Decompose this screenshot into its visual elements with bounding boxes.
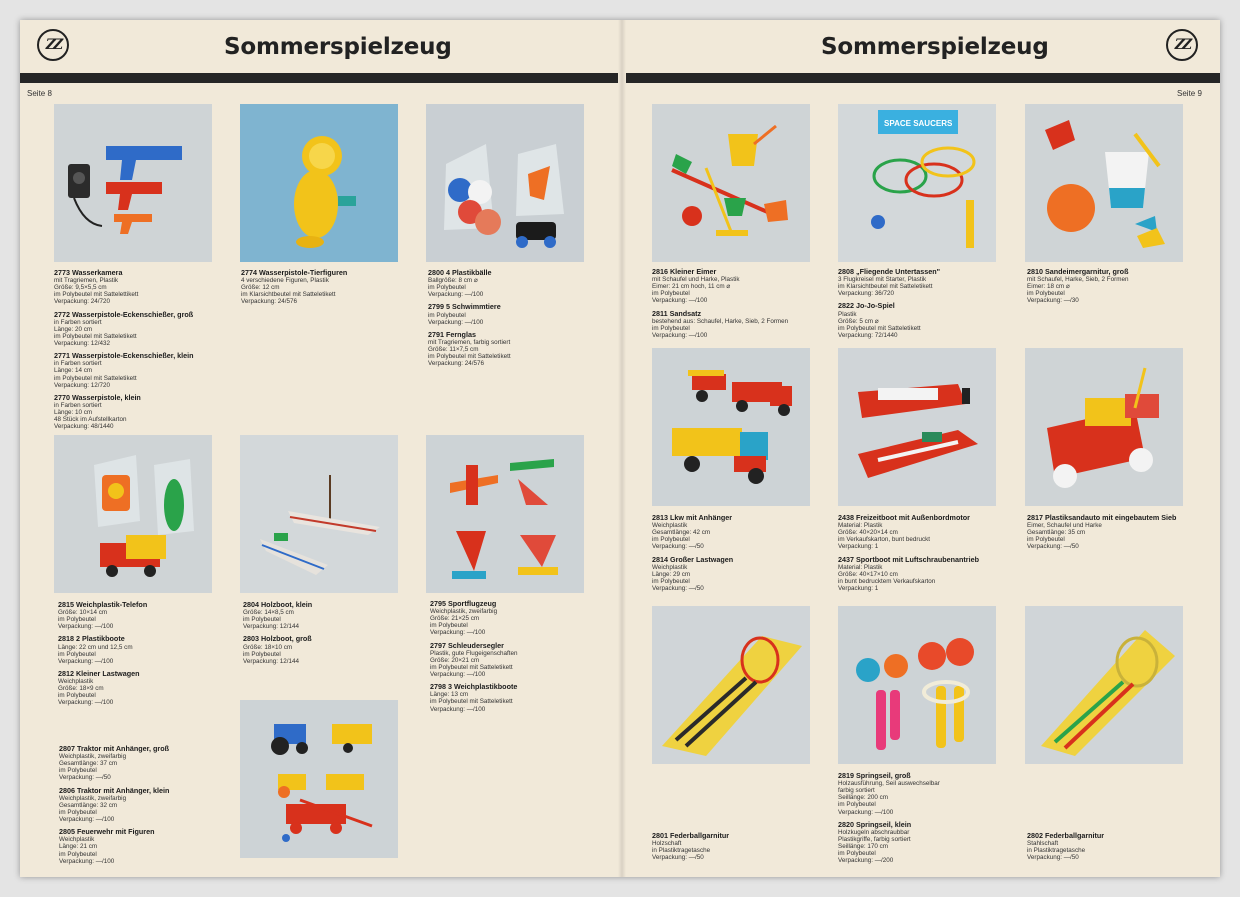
entry-detail: mit Tragriemen, Plastik bbox=[54, 277, 119, 285]
entry-detail: im Polybeutel mit Satteletikett bbox=[430, 663, 513, 671]
entry-detail: Verpackung: —/100 bbox=[58, 699, 114, 707]
entry-detail: Verpackung: 24/720 bbox=[54, 298, 111, 306]
entry-detail: im Polybeutel bbox=[243, 616, 281, 624]
entry-detail: mit Tragriemen, farbig sortiert bbox=[428, 339, 511, 347]
entry-detail: im Polybeutel bbox=[59, 850, 97, 858]
entry-detail: Verpackung: —/100 bbox=[59, 816, 115, 824]
entry-detail: Weichplastik, zweifarbig bbox=[59, 753, 127, 761]
entry-detail: Verpackung: —/50 bbox=[652, 585, 704, 593]
entry-detail: Gesamtlänge: 42 cm bbox=[652, 529, 711, 537]
entry-detail: Verpackung: 72/1440 bbox=[838, 331, 898, 339]
entry-detail: Verpackung: —/50 bbox=[652, 543, 704, 551]
entry-detail: im Polybeutel bbox=[430, 622, 468, 630]
catalog-entry bbox=[58, 635, 228, 664]
entry-detail: Größe: 18×9 cm bbox=[58, 685, 104, 693]
entry-title: 2816 Kleiner Eimer bbox=[652, 267, 717, 276]
entry-detail: Größe: 21×25 cm bbox=[430, 615, 480, 623]
entry-title: 2773 Wasserkamera bbox=[54, 268, 123, 277]
entry-title: 2798 3 Weichplastikboote bbox=[430, 682, 518, 692]
catalog-entry bbox=[59, 745, 229, 782]
entry-detail: Plastik, gute Flugeigenschaften bbox=[430, 649, 518, 657]
entry-detail: im Polybeutel bbox=[428, 311, 466, 319]
entry-detail: mit Schaufel und Harke, Plastik bbox=[652, 276, 740, 284]
caption-block bbox=[59, 745, 229, 870]
header-band-right bbox=[626, 73, 1220, 83]
entry-detail: Länge: 21 cm bbox=[59, 843, 98, 851]
page-number-left: Seite 8 bbox=[27, 89, 52, 98]
entry-detail: Länge: 22 cm und 12,5 cm bbox=[58, 643, 133, 651]
entry-detail: Verpackung: —/100 bbox=[652, 297, 708, 305]
catalog-entry bbox=[838, 268, 1008, 297]
entry-detail: Verpackung: —/100 bbox=[59, 857, 115, 865]
entry-title: 2791 Fernglas bbox=[428, 329, 476, 339]
photo-gliders-boats bbox=[426, 435, 584, 593]
entry-detail: Größe: 11×7,5 cm bbox=[428, 346, 479, 354]
space-saucers-label: SPACE SAUCERS bbox=[884, 119, 953, 128]
entry-title: 2820 Springseil, klein bbox=[838, 819, 912, 829]
entry-detail: Plastikgriffe, farbig sortiert bbox=[838, 835, 911, 843]
entry-title: 2800 4 Plastikbälle bbox=[428, 268, 492, 277]
photo-plastic-balls bbox=[426, 104, 584, 262]
photo-motor-boats bbox=[838, 348, 996, 506]
entry-detail: im Polybeutel bbox=[1027, 536, 1065, 544]
caption-block bbox=[652, 514, 822, 597]
photo-tractors-firetruck bbox=[240, 700, 398, 858]
catalog-entry bbox=[652, 832, 822, 861]
entry-detail: in Plastiktragetasche bbox=[1027, 847, 1086, 855]
entry-detail: Eimer: 21 cm hoch, 11 cm ⌀ bbox=[652, 283, 731, 291]
entry-detail: im Polybeutel bbox=[652, 536, 690, 544]
entry-detail: Verpackung: 12/432 bbox=[54, 340, 111, 348]
entry-title: 2805 Feuerwehr mit Figuren bbox=[59, 827, 155, 837]
entry-detail: 48 Stück im Aufstellkarton bbox=[54, 416, 127, 424]
caption-block bbox=[1027, 268, 1197, 310]
entry-detail: im Polybeutel bbox=[838, 850, 876, 858]
entry-detail: Gesamtlänge: 37 cm bbox=[59, 760, 118, 768]
catalog-entry bbox=[1027, 832, 1197, 861]
caption-block bbox=[652, 832, 822, 866]
catalog-entry bbox=[838, 772, 1008, 816]
entry-detail: im Klarsichtbeutel mit Satteletikett bbox=[241, 291, 336, 299]
entry-detail: Länge: 20 cm bbox=[54, 325, 93, 333]
entry-detail: Ballgröße: 8 cm ⌀ bbox=[428, 277, 478, 285]
entry-detail: Verpackung: —/100 bbox=[430, 705, 486, 713]
photo-truck-trailer bbox=[652, 348, 810, 506]
photo-water-pistols bbox=[54, 104, 212, 262]
photo-jump-ropes bbox=[838, 606, 996, 764]
entry-detail: im Polybeutel bbox=[652, 290, 690, 298]
entry-detail: im Polybeutel bbox=[652, 324, 690, 332]
caption-block bbox=[58, 601, 228, 712]
entry-title: 2770 Wasserpistole, klein bbox=[54, 392, 141, 402]
photo-flying-saucers bbox=[838, 104, 996, 262]
entry-detail: in Farben sortiert bbox=[54, 360, 102, 368]
entry-detail: im Polybeutel mit Satteletikett bbox=[428, 353, 511, 361]
catalog-spread bbox=[20, 20, 1220, 877]
entry-detail: Holzausführung, Seil auswechselbar bbox=[838, 780, 940, 788]
catalog-entry bbox=[428, 303, 598, 325]
entry-detail: Verpackung: —/50 bbox=[652, 854, 704, 862]
entry-detail: im Polybeutel bbox=[58, 650, 96, 658]
entry-detail: Verpackung: —/200 bbox=[838, 857, 894, 865]
entry-detail: Gesamtlänge: 35 cm bbox=[1027, 529, 1086, 537]
entry-detail: Verpackung: 36/720 bbox=[838, 290, 895, 298]
entry-detail: Verpackung: 48/1440 bbox=[54, 423, 114, 431]
brand-logo-left: ZZ bbox=[37, 29, 69, 61]
entry-detail: Länge: 14 cm bbox=[54, 367, 93, 375]
page-gutter bbox=[618, 20, 626, 877]
entry-detail: bestehend aus: Schaufel, Harke, Sieb, 2 Formen bbox=[652, 317, 789, 325]
catalog-entry bbox=[54, 311, 224, 348]
photo-animal-water-pistol bbox=[240, 104, 398, 262]
entry-detail: mit Schaufel, Harke, Sieb, 2 Formen bbox=[1027, 276, 1129, 284]
catalog-entry bbox=[241, 269, 411, 306]
entry-detail: im Polybeutel bbox=[59, 808, 97, 816]
entry-detail: Material: Plastik bbox=[838, 563, 883, 571]
entry-detail: Weichplastik bbox=[58, 678, 94, 686]
entry-title: 2813 Lkw mit Anhänger bbox=[652, 513, 733, 522]
entry-detail: Seillänge: 170 cm bbox=[838, 843, 889, 851]
caption-block bbox=[1027, 832, 1197, 866]
catalog-entry bbox=[838, 302, 1008, 339]
entry-title: 2811 Sandsatz bbox=[652, 308, 702, 318]
caption-block bbox=[1027, 514, 1197, 556]
entry-title: 2802 Federballgarnitur bbox=[1027, 831, 1105, 840]
entry-detail: Größe: 20×21 cm bbox=[430, 656, 480, 664]
entry-detail: im Polybeutel bbox=[59, 767, 97, 775]
entry-detail: Größe: 40×20×14 cm bbox=[838, 529, 898, 537]
catalog-entry bbox=[1027, 514, 1197, 551]
entry-detail: Eimer: 18 cm ⌀ bbox=[1027, 283, 1070, 291]
catalog-entry bbox=[430, 683, 600, 712]
entry-detail: Verpackung: —/100 bbox=[430, 671, 486, 679]
catalog-entry bbox=[243, 601, 413, 630]
caption-block bbox=[652, 268, 822, 344]
catalog-entry bbox=[838, 821, 1008, 865]
entry-title: 2806 Traktor mit Anhänger, klein bbox=[59, 785, 170, 795]
entry-detail: Plastik bbox=[838, 310, 857, 318]
entry-detail: Verpackung: —/100 bbox=[58, 657, 114, 665]
entry-detail: Größe: 10×14 cm bbox=[58, 609, 108, 617]
entry-detail: Größe: 14×8,5 cm bbox=[243, 609, 294, 617]
photo-small-bucket bbox=[652, 104, 810, 262]
entry-detail: Weichplastik bbox=[652, 522, 688, 530]
entry-detail: Größe: 18×10 cm bbox=[243, 643, 293, 651]
entry-detail: in Plastiktragetasche bbox=[652, 847, 711, 855]
entry-detail: im Verkaufskarton, bunt bedruckt bbox=[838, 536, 931, 544]
entry-title: 2812 Kleiner Lastwagen bbox=[58, 668, 140, 678]
catalog-entry bbox=[838, 514, 1008, 551]
photo-sand-bucket-set bbox=[1025, 104, 1183, 262]
catalog-entry bbox=[1027, 268, 1197, 305]
entry-detail: in Farben sortiert bbox=[54, 401, 102, 409]
entry-detail: im Polybeutel mit Satteletikett bbox=[54, 332, 137, 340]
entry-detail: Länge: 13 cm bbox=[430, 691, 469, 699]
entry-title: 2437 Sportboot mit Luftschraubenantrieb bbox=[838, 554, 979, 564]
entry-detail: im Polybeutel bbox=[652, 577, 690, 585]
entry-title: 2810 Sandeimergarnitur, groß bbox=[1027, 267, 1129, 276]
entry-title: 2808 „Fliegende Untertassen" bbox=[838, 267, 941, 276]
catalog-entry bbox=[243, 635, 413, 664]
entry-detail: Verpackung: —/100 bbox=[652, 331, 708, 339]
catalog-entry bbox=[58, 601, 228, 630]
caption-block bbox=[430, 600, 600, 718]
entry-title: 2803 Holzboot, groß bbox=[243, 634, 312, 644]
brand-logo-right: ZZ bbox=[1166, 29, 1198, 61]
photo-wooden-boats bbox=[240, 435, 398, 593]
entry-title: 2801 Federballgarnitur bbox=[652, 831, 730, 840]
catalog-entry bbox=[652, 268, 822, 305]
entry-title: 2807 Traktor mit Anhänger, groß bbox=[59, 744, 169, 753]
entry-detail: farbig sortiert bbox=[838, 787, 875, 795]
entry-detail: in Farben sortiert bbox=[54, 318, 102, 326]
catalog-entry bbox=[54, 394, 224, 431]
catalog-entry bbox=[59, 828, 229, 865]
entry-detail: Verpackung: 12/144 bbox=[243, 623, 300, 631]
entry-detail: im Polybeutel bbox=[58, 616, 96, 624]
entry-title: 2804 Holzboot, klein bbox=[243, 600, 313, 609]
entry-title: 2774 Wasserpistole-Tierfiguren bbox=[241, 268, 348, 277]
entry-detail: Länge: 29 cm bbox=[652, 570, 691, 578]
entry-title: 2822 Jo-Jo-Spiel bbox=[838, 301, 895, 311]
entry-detail: im Klarsichtbeutel mit Satteletikett bbox=[838, 283, 933, 291]
photo-sand-car bbox=[1025, 348, 1183, 506]
entry-title: 2438 Freizeitboot mit Außenbordmotor bbox=[838, 513, 970, 522]
photo-badminton-set-steel bbox=[1025, 606, 1183, 764]
entry-detail: Verpackung: —/100 bbox=[58, 623, 114, 631]
catalog-entry bbox=[430, 600, 600, 637]
entry-detail: Verpackung: 12/144 bbox=[243, 657, 300, 665]
entry-title: 2772 Wasserpistole-Eckenschießer, groß bbox=[54, 309, 194, 319]
entry-detail: Größe: 5 cm ⌀ bbox=[838, 317, 879, 325]
entry-detail: Verpackung: —/30 bbox=[1027, 297, 1079, 305]
page-title-right: Sommerspielzeug bbox=[821, 34, 1049, 60]
entry-title: 2818 2 Plastikboote bbox=[58, 634, 125, 644]
entry-detail: Verpackung: —/50 bbox=[1027, 854, 1079, 862]
entry-detail: Verpackung: —/100 bbox=[430, 629, 486, 637]
catalog-entry bbox=[652, 310, 822, 339]
catalog-entry bbox=[54, 269, 224, 306]
entry-detail: Verpackung: 1 bbox=[838, 585, 879, 593]
entry-detail: im Polybeutel mit Satteletikett bbox=[54, 374, 137, 382]
entry-detail: Material: Plastik bbox=[838, 522, 883, 530]
catalog-entry bbox=[652, 556, 822, 593]
photo-badminton-set-wood bbox=[652, 606, 810, 764]
entry-title: 2795 Sportflugzeug bbox=[430, 599, 497, 608]
photo-telephone-boats-truck bbox=[54, 435, 212, 593]
entry-detail: Verpackung: 12/720 bbox=[54, 381, 111, 389]
entry-detail: im Polybeutel mit Sattelettikett bbox=[54, 291, 139, 299]
catalog-entry bbox=[428, 331, 598, 368]
entry-detail: Gesamtlänge: 32 cm bbox=[59, 801, 118, 809]
entry-detail: Größe: 9,5×5,5 cm bbox=[54, 284, 107, 292]
entry-title: 2797 Schleudersegler bbox=[430, 640, 504, 650]
entry-detail: Seillänge: 200 cm bbox=[838, 794, 889, 802]
entry-title: 2771 Wasserpistole-Eckenschießer, klein bbox=[54, 351, 194, 361]
catalog-entry bbox=[838, 556, 1008, 593]
caption-block bbox=[243, 601, 413, 670]
entry-detail: Weichplastik bbox=[652, 563, 688, 571]
caption-block bbox=[54, 269, 224, 435]
catalog-entry bbox=[54, 352, 224, 389]
entry-detail: Verpackung: 24/576 bbox=[241, 298, 298, 306]
entry-detail: Holzkugeln abschraubbar bbox=[838, 828, 910, 836]
caption-block bbox=[838, 268, 1008, 344]
entry-detail: im Polybeutel mit Satteletikett bbox=[430, 698, 513, 706]
entry-detail: Verpackung: —/100 bbox=[838, 808, 894, 816]
entry-detail: 3 Flugkreisel mit Starter, Plastik bbox=[838, 276, 927, 284]
entry-detail: Stahlschaft bbox=[1027, 840, 1059, 848]
caption-block bbox=[241, 269, 411, 311]
entry-detail: im Polybeutel mit Satteletikett bbox=[838, 324, 921, 332]
page-title-left: Sommerspielzeug bbox=[224, 34, 452, 60]
catalog-entry bbox=[58, 670, 228, 707]
entry-detail: Eimer, Schaufel und Harke bbox=[1027, 522, 1102, 530]
entry-detail: im Polybeutel bbox=[243, 650, 281, 658]
entry-detail: Größe: 40×17×10 cm bbox=[838, 570, 898, 578]
catalog-entry bbox=[652, 514, 822, 551]
entry-title: 2817 Plastiksandauto mit eingebautem Sieb bbox=[1027, 513, 1177, 522]
entry-title: 2819 Springseil, groß bbox=[838, 771, 911, 780]
catalog-entry bbox=[59, 787, 229, 824]
catalog-entry bbox=[428, 269, 598, 298]
page-number-right: Seite 9 bbox=[1177, 89, 1202, 98]
entry-detail: Verpackung: —/50 bbox=[1027, 543, 1079, 551]
entry-detail: im Polybeutel bbox=[1027, 290, 1065, 298]
entry-detail: im Polybeutel bbox=[838, 801, 876, 809]
entry-detail: Weichplastik bbox=[59, 836, 95, 844]
entry-detail: Verpackung: —/50 bbox=[59, 774, 111, 782]
entry-detail: Verpackung: —/100 bbox=[428, 318, 484, 326]
entry-detail: Verpackung: 24/576 bbox=[428, 360, 485, 368]
caption-block bbox=[838, 772, 1008, 869]
entry-detail: Länge: 10 cm bbox=[54, 409, 93, 417]
entry-title: 2814 Großer Lastwagen bbox=[652, 554, 734, 564]
entry-detail: Holzschaft bbox=[652, 840, 682, 848]
entry-detail: Größe: 12 cm bbox=[241, 284, 280, 292]
entry-title: 2815 Weichplastik-Telefon bbox=[58, 600, 148, 609]
entry-detail: Verpackung: —/100 bbox=[428, 291, 484, 299]
entry-detail: Verpackung: 1 bbox=[838, 543, 879, 551]
caption-block bbox=[428, 269, 598, 372]
entry-title: 2799 5 Schwimmtiere bbox=[428, 302, 501, 312]
entry-detail: im Polybeutel bbox=[428, 284, 466, 292]
header-band-left bbox=[20, 73, 618, 83]
catalog-entry bbox=[430, 642, 600, 679]
entry-detail: 4 verschiedene Figuren, Plastik bbox=[241, 277, 329, 285]
entry-detail: in bunt bedrucktem Verkaufskarton bbox=[838, 577, 936, 585]
entry-detail: im Polybeutel bbox=[58, 692, 96, 700]
caption-block bbox=[838, 514, 1008, 597]
entry-detail: Weichplastik, zweifarbig bbox=[430, 608, 498, 616]
entry-detail: Weichplastik, zweifarbig bbox=[59, 794, 127, 802]
